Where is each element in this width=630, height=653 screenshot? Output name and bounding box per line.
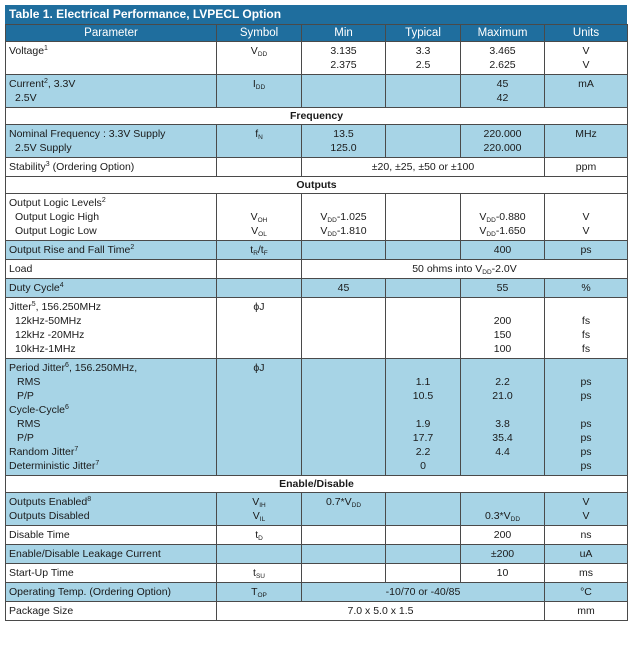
section-outputs: Outputs (6, 177, 628, 194)
section-frequency: Frequency (6, 108, 628, 125)
row-rise-fall-time: Output Rise and Fall Time$^2$ $t_R/t_F$ 400 ps (6, 241, 628, 260)
row-nominal-frequency: Nominal Frequency : 3.3V Supply 2.5V Supply $f_N$ 13.5 125.0 220.000 220.000 MHz (6, 125, 628, 158)
row-start-up-time: Start-Up Time $t_{SU}$ 10 ms (6, 564, 628, 583)
header-typical: Typical (386, 25, 461, 42)
row-leakage-current: Enable/Disable Leakage Current ±200 uA (6, 545, 628, 564)
row-operating-temp: Operating Temp. (Ordering Option) $T_{OP}$ -10/70 or -40/85 °C (6, 583, 628, 602)
row-current: Current$^2$, 3.3V 2.5V $I_{DD}$ 45 42 mA (6, 75, 628, 108)
row-voltage: Voltage$^1$ $V_{DD}$ 3.135 2.375 3.3 2.5 3.465 2.625 V V (6, 42, 628, 75)
row-package-size: Package Size 7.0 x 5.0 x 1.5 mm (6, 602, 628, 621)
row-duty-cycle: Duty Cycle$^4$ 45 55 % (6, 279, 628, 298)
row-output-logic-levels: Output Logic Levels$^2$ Output Logic High Output Logic Low $V_{OH}$ $V_{OL}$ $V_{DD}-1.025$ $V_{DD}-1.810$ $V_{DD}-0.880$ $V_{DD}-1.650$ V V (6, 194, 628, 241)
header-maximum: Maximum (461, 25, 545, 42)
row-period-jitter: Period Jitter$^6$, 156.250MHz, RMS P/P Cycle-Cycle$^6$ RMS P/P Random Jitter$^7$ Deterministic Jitter$^7$ ϕJ 1.1 10.5 1.9 17.7 2.2 0 2.2 21.0 3.8 35.4 4.4 ps ps ps ps ps ps (6, 359, 628, 476)
row-outputs-enabled: Outputs Enabled$^8$ Outputs Disabled $V_{IH}$ $V_{IL}$ $0.7*V_{DD}$ $0.3*V_{DD}$ V V (6, 493, 628, 526)
electrical-performance-table (5, 24, 628, 621)
section-enable-disable: Enable/Disable (6, 476, 628, 493)
row-load: Load 50 ohms into $V_{DD}-2.0V$ (6, 260, 628, 279)
header-min: Min (302, 25, 386, 42)
voltage-label: Voltage (9, 45, 45, 57)
spec-table-container (5, 5, 627, 621)
row-disable-time: Disable Time $t_D$ 200 ns (6, 526, 628, 545)
header-row (6, 25, 628, 42)
header-parameter: Parameter (6, 25, 217, 42)
header-symbol: Symbol (217, 25, 302, 42)
table-title: Table 1. Electrical Performance, LVPECL Option (5, 5, 627, 24)
row-jitter: Jitter$^5$, 156.250MHz 12kHz-50MHz 12kHz -20MHz 10kHz-1MHz ϕJ 200 150 100 fs fs fs (6, 298, 628, 359)
header-units: Units (545, 25, 628, 42)
row-stability: Stability$^3$ (Ordering Option) ±20, ±25, ±50 or ±100 ppm (6, 158, 628, 177)
